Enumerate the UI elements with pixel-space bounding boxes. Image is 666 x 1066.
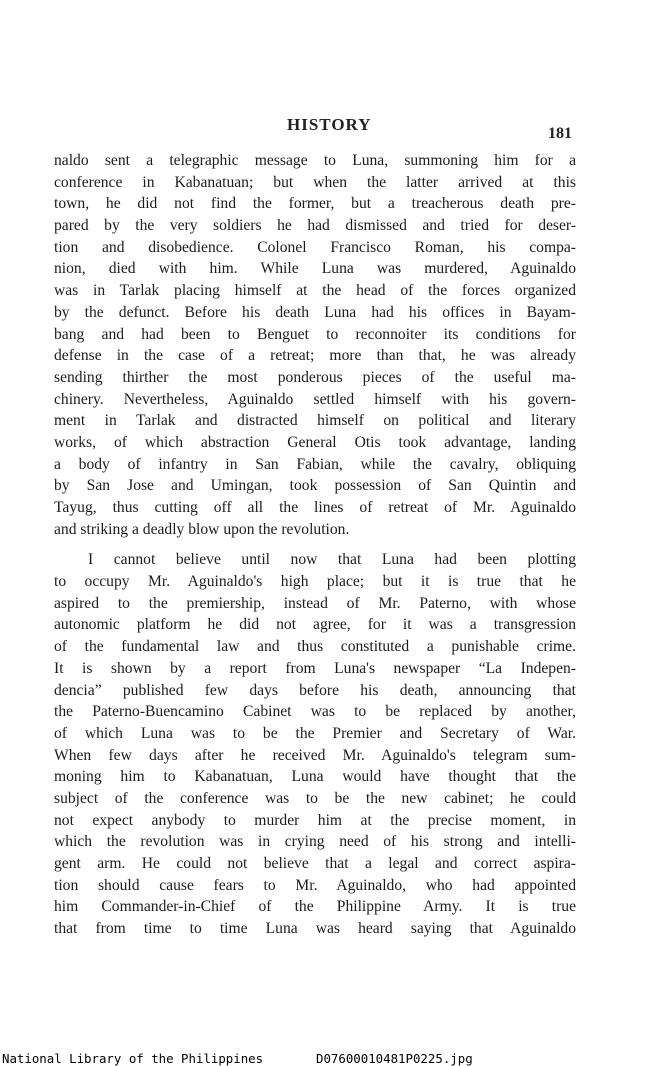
text-line: town, he did not find the former, but a treacherous death pre-: [54, 195, 576, 213]
text-line: bang and had been to Benguet to reconnoiter its conditions for: [54, 325, 576, 343]
text-line: I cannot believe until now that Luna had been plotting: [88, 551, 576, 569]
text-line: autonomic platform he did not agree, for it was a transgression: [54, 616, 576, 634]
text-line: of the fundamental law and thus constituted a punishable crime.: [54, 638, 576, 656]
text-line: dencia” published few days before his death, announcing that: [54, 681, 576, 699]
page-number: 181: [548, 125, 572, 142]
text-line: Tayug, thus cutting off all the lines of retreat of Mr. Aguinaldo: [54, 499, 576, 516]
text-line: which the revolution was in crying need of his strong and intelli-: [54, 833, 576, 851]
text-line: It is shown by a report from Luna's newspaper “La Indepen-: [54, 659, 576, 677]
text-line: defense in the case of a retreat; more than that, he was already: [54, 347, 576, 365]
paragraph-2: [54, 549, 576, 939]
text-line: that from time to time Luna was heard saying that Aguinaldo: [54, 920, 576, 938]
text-line: a body of infantry in San Fabian, while the cavalry, obliquing: [54, 455, 576, 473]
text-line: When few days after he received Mr. Aguinaldo's telegram sum-: [54, 746, 576, 764]
body-text: [54, 150, 576, 940]
text-line: was in Tarlak placing himself at the head of the forces organized: [54, 282, 576, 300]
text-line: the Paterno-Buencamino Cabinet was to be replaced by another,: [54, 703, 576, 721]
text-line: tion and disobedience. Colonel Francisco Roman, his compa-: [54, 238, 576, 256]
text-line: not expect anybody to murder him at the precise moment, in: [54, 811, 576, 829]
text-line: aspired to the premiership, instead of Mr. Paterno, with whose: [54, 594, 576, 612]
text-line: him Commander-in-Chief of the Philippine Army. It is true: [54, 898, 576, 916]
text-line: of which Luna was to be the Premier and Secretary of War.: [54, 724, 576, 742]
text-line: ment in Tarlak and distracted himself on political and literary: [54, 412, 576, 430]
text-line: by San Jose and Umingan, took possession of San Quintin and: [54, 477, 576, 495]
text-line: tion should cause fears to Mr. Aguinaldo, who had appointed: [54, 876, 576, 894]
running-head: [0, 113, 666, 143]
running-title: HISTORY: [287, 115, 372, 134]
paragraph-1: [54, 150, 576, 540]
text-line: and striking a deadly blow upon the revolution.: [54, 520, 350, 538]
text-line: conference in Kabanatuan; but when the latter arrived at this: [54, 173, 576, 191]
text-line: to occupy Mr. Aguinaldo's high place; but it is true that he: [54, 573, 576, 591]
text-line: subject of the conference was to be the new cabinet; he could: [54, 789, 576, 807]
text-line: works, of which abstraction General Otis took advantage, landing: [54, 433, 576, 451]
text-line: nion, died with him. While Luna was murdered, Aguinaldo: [54, 260, 576, 278]
footer-source: National Library of the Philippines: [2, 1051, 264, 1066]
text-line: naldo sent a telegraphic message to Luna, summoning him for a: [54, 152, 576, 169]
text-line: pared by the very soldiers he had dismissed and tried for deser-: [54, 217, 576, 235]
text-line: chinery. Nevertheless, Aguinaldo settled himself with his govern-: [54, 390, 576, 408]
text-line: sending thirther the most ponderous pieces of the useful ma-: [54, 368, 576, 386]
footer-file-name: D07600010481P0225.jpg: [316, 1051, 473, 1066]
text-line: gent arm. He could not believe that a legal and correct aspira-: [54, 855, 576, 872]
scan-footer: [0, 1050, 666, 1066]
text-line: moning him to Kabanatuan, Luna would have thought that the: [54, 768, 576, 786]
text-line: by the defunct. Before his death Luna had his offices in Bayam-: [54, 303, 576, 321]
paragraph-gap: [54, 540, 576, 549]
